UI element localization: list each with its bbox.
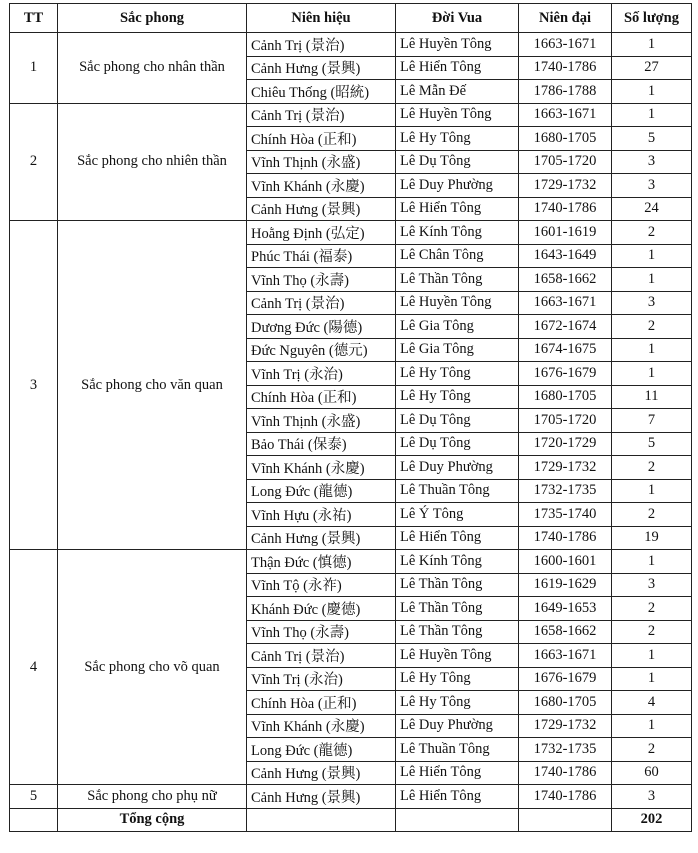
nien-hieu-cell: Dương Đức (陽德) [247,315,396,339]
group-name: Sắc phong cho nhiên thần [58,103,247,221]
nien-dai-cell: 1680-1705 [519,691,612,715]
so-luong-cell: 2 [612,315,692,339]
doi-vua-cell: Lê Hy Tông [396,667,519,691]
nien-hieu-cell: Cảnh Hưng (景興) [247,785,396,809]
nien-dai-cell: 1619-1629 [519,573,612,597]
nien-dai-cell: 1729-1732 [519,174,612,198]
nien-dai-cell: 1672-1674 [519,315,612,339]
doi-vua-cell: Lê Huyền Tông [396,291,519,315]
nien-hieu-cell: Vĩnh Khánh (永慶) [247,456,396,480]
nien-dai-cell: 1663-1671 [519,291,612,315]
nien-hieu-cell: Cảnh Trị (景治) [247,33,396,57]
total-empty-cell [10,808,58,832]
nien-dai-cell: 1663-1671 [519,33,612,57]
doi-vua-cell: Lê Hiển Tông [396,56,519,80]
so-luong-cell: 1 [612,644,692,668]
so-luong-cell: 27 [612,56,692,80]
group-name: Sắc phong cho võ quan [58,550,247,785]
so-luong-cell: 2 [612,620,692,644]
nien-dai-cell: 1600-1601 [519,550,612,574]
so-luong-cell: 1 [612,362,692,386]
so-luong-cell: 1 [612,714,692,738]
nien-dai-cell: 1786-1788 [519,80,612,104]
doi-vua-cell: Lê Thần Tông [396,597,519,621]
so-luong-cell: 60 [612,761,692,785]
so-luong-cell: 11 [612,385,692,409]
doi-vua-cell: Lê Dụ Tông [396,409,519,433]
nien-dai-cell: 1740-1786 [519,56,612,80]
nien-dai-cell: 1680-1705 [519,385,612,409]
nien-dai-cell: 1720-1729 [519,432,612,456]
table-row [10,550,692,574]
so-luong-cell: 1 [612,667,692,691]
nien-hieu-cell: Đức Nguyên (德元) [247,338,396,362]
so-luong-cell: 3 [612,291,692,315]
doi-vua-cell: Lê Ý Tông [396,503,519,527]
doi-vua-cell: Lê Dụ Tông [396,150,519,174]
so-luong-cell: 2 [612,738,692,762]
doi-vua-cell: Lê Thần Tông [396,620,519,644]
nien-dai-cell: 1676-1679 [519,362,612,386]
group-number: 1 [10,33,58,104]
nien-hieu-cell: Vĩnh Thịnh (永盛) [247,409,396,433]
nien-dai-cell: 1740-1786 [519,197,612,221]
nien-dai-cell: 1729-1732 [519,456,612,480]
nien-dai-cell: 1676-1679 [519,667,612,691]
so-luong-cell: 1 [612,338,692,362]
so-luong-cell: 19 [612,526,692,550]
nien-hieu-cell: Vĩnh Khánh (永慶) [247,174,396,198]
nien-hieu-cell: Vĩnh Khánh (永慶) [247,714,396,738]
total-empty-cell [247,808,396,832]
table-row [10,103,692,127]
nien-dai-cell: 1643-1649 [519,244,612,268]
group-number: 4 [10,550,58,785]
so-luong-cell: 7 [612,409,692,433]
doi-vua-cell: Lê Hy Tông [396,691,519,715]
doi-vua-cell: Lê Huyền Tông [396,33,519,57]
nien-dai-cell: 1729-1732 [519,714,612,738]
doi-vua-cell: Lê Kính Tông [396,221,519,245]
nien-hieu-cell: Chiêu Thống (昭統) [247,80,396,104]
nien-dai-cell: 1674-1675 [519,338,612,362]
group-name: Sắc phong cho nhân thần [58,33,247,104]
nien-dai-cell: 1649-1653 [519,597,612,621]
nien-hieu-cell: Cảnh Trị (景治) [247,644,396,668]
so-luong-cell: 24 [612,197,692,221]
nien-hieu-cell: Vĩnh Hựu (永祐) [247,503,396,527]
nien-dai-cell: 1663-1671 [519,644,612,668]
nien-dai-cell: 1658-1662 [519,268,612,292]
header-sac-phong: Sắc phong [58,4,247,33]
group-number: 5 [10,785,58,809]
nien-dai-cell: 1732-1735 [519,738,612,762]
doi-vua-cell: Lê Hiển Tông [396,761,519,785]
nien-dai-cell: 1705-1720 [519,409,612,433]
so-luong-cell: 1 [612,103,692,127]
doi-vua-cell: Lê Mẫn Đế [396,80,519,104]
nien-hieu-cell: Cảnh Trị (景治) [247,291,396,315]
table-body [10,33,692,832]
nien-hieu-cell: Chính Hòa (正和) [247,127,396,151]
nien-hieu-cell: Phúc Thái (福泰) [247,244,396,268]
doi-vua-cell: Lê Gia Tông [396,338,519,362]
so-luong-cell: 3 [612,174,692,198]
nien-hieu-cell: Long Đức (龍德) [247,738,396,762]
header-nien-dai: Niên đại [519,4,612,33]
doi-vua-cell: Lê Hiển Tông [396,785,519,809]
nien-hieu-cell: Vĩnh Thọ (永壽) [247,620,396,644]
header-doi-vua: Đời Vua [396,4,519,33]
group-name: Sắc phong cho văn quan [58,221,247,550]
nien-dai-cell: 1732-1735 [519,479,612,503]
doi-vua-cell: Lê Dụ Tông [396,432,519,456]
so-luong-cell: 2 [612,456,692,480]
nien-hieu-cell: Chính Hòa (正和) [247,385,396,409]
table-row [10,33,692,57]
doi-vua-cell: Lê Thần Tông [396,268,519,292]
doi-vua-cell: Lê Hy Tông [396,385,519,409]
so-luong-cell: 2 [612,221,692,245]
doi-vua-cell: Lê Duy Phường [396,456,519,480]
so-luong-cell: 1 [612,479,692,503]
so-luong-cell: 5 [612,127,692,151]
nien-hieu-cell: Chính Hòa (正和) [247,691,396,715]
nien-dai-cell: 1740-1786 [519,526,612,550]
doi-vua-cell: Lê Thuần Tông [396,479,519,503]
total-row [10,808,692,832]
nien-hieu-cell: Long Đức (龍德) [247,479,396,503]
doi-vua-cell: Lê Huyền Tông [396,103,519,127]
nien-dai-cell: 1658-1662 [519,620,612,644]
nien-dai-cell: 1663-1671 [519,103,612,127]
nien-hieu-cell: Bảo Thái (保泰) [247,432,396,456]
doi-vua-cell: Lê Thuần Tông [396,738,519,762]
so-luong-cell: 5 [612,432,692,456]
so-luong-cell: 2 [612,503,692,527]
nien-dai-cell: 1680-1705 [519,127,612,151]
table-row [10,221,692,245]
table-row [10,785,692,809]
nien-hieu-cell: Vĩnh Trị (永治) [247,667,396,691]
nien-hieu-cell: Cảnh Trị (景治) [247,103,396,127]
nien-hieu-cell: Cảnh Hưng (景興) [247,56,396,80]
nien-dai-cell: 1740-1786 [519,785,612,809]
doi-vua-cell: Lê Duy Phường [396,174,519,198]
nien-dai-cell: 1735-1740 [519,503,612,527]
group-name: Sắc phong cho phụ nữ [58,785,247,809]
header-row [10,4,692,33]
nien-hieu-cell: Vĩnh Thịnh (永盛) [247,150,396,174]
group-number: 2 [10,103,58,221]
nien-hieu-cell: Cảnh Hưng (景興) [247,197,396,221]
so-luong-cell: 2 [612,597,692,621]
doi-vua-cell: Lê Hiển Tông [396,197,519,221]
doi-vua-cell: Lê Kính Tông [396,550,519,574]
group-number: 3 [10,221,58,550]
doi-vua-cell: Lê Hiển Tông [396,526,519,550]
nien-hieu-cell: Vĩnh Trị (永治) [247,362,396,386]
doi-vua-cell: Lê Thần Tông [396,573,519,597]
nien-hieu-cell: Cảnh Hưng (景興) [247,526,396,550]
doi-vua-cell: Lê Chân Tông [396,244,519,268]
nien-hieu-cell: Thận Đức (慎德) [247,550,396,574]
total-value: 202 [612,808,692,832]
nien-hieu-cell: Vĩnh Tộ (永祚) [247,573,396,597]
nien-dai-cell: 1601-1619 [519,221,612,245]
so-luong-cell: 1 [612,268,692,292]
nien-hieu-cell: Vĩnh Thọ (永壽) [247,268,396,292]
nien-dai-cell: 1705-1720 [519,150,612,174]
doi-vua-cell: Lê Hy Tông [396,362,519,386]
doi-vua-cell: Lê Hy Tông [396,127,519,151]
doi-vua-cell: Lê Gia Tông [396,315,519,339]
so-luong-cell: 3 [612,785,692,809]
total-empty-cell [396,808,519,832]
so-luong-cell: 1 [612,80,692,104]
nien-dai-cell: 1740-1786 [519,761,612,785]
header-nien-hieu: Niên hiệu [247,4,396,33]
total-label: Tổng cộng [58,808,247,832]
so-luong-cell: 4 [612,691,692,715]
header-tt: TT [10,4,58,33]
so-luong-cell: 1 [612,244,692,268]
nien-hieu-cell: Khánh Đức (慶德) [247,597,396,621]
so-luong-cell: 1 [612,550,692,574]
so-luong-cell: 1 [612,33,692,57]
nien-hieu-cell: Cảnh Hưng (景興) [247,761,396,785]
total-empty-cell [519,808,612,832]
sac-phong-table [9,3,692,832]
so-luong-cell: 3 [612,573,692,597]
doi-vua-cell: Lê Duy Phường [396,714,519,738]
header-so-luong: Số lượng [612,4,692,33]
so-luong-cell: 3 [612,150,692,174]
doi-vua-cell: Lê Huyền Tông [396,644,519,668]
nien-hieu-cell: Hoằng Định (弘定) [247,221,396,245]
